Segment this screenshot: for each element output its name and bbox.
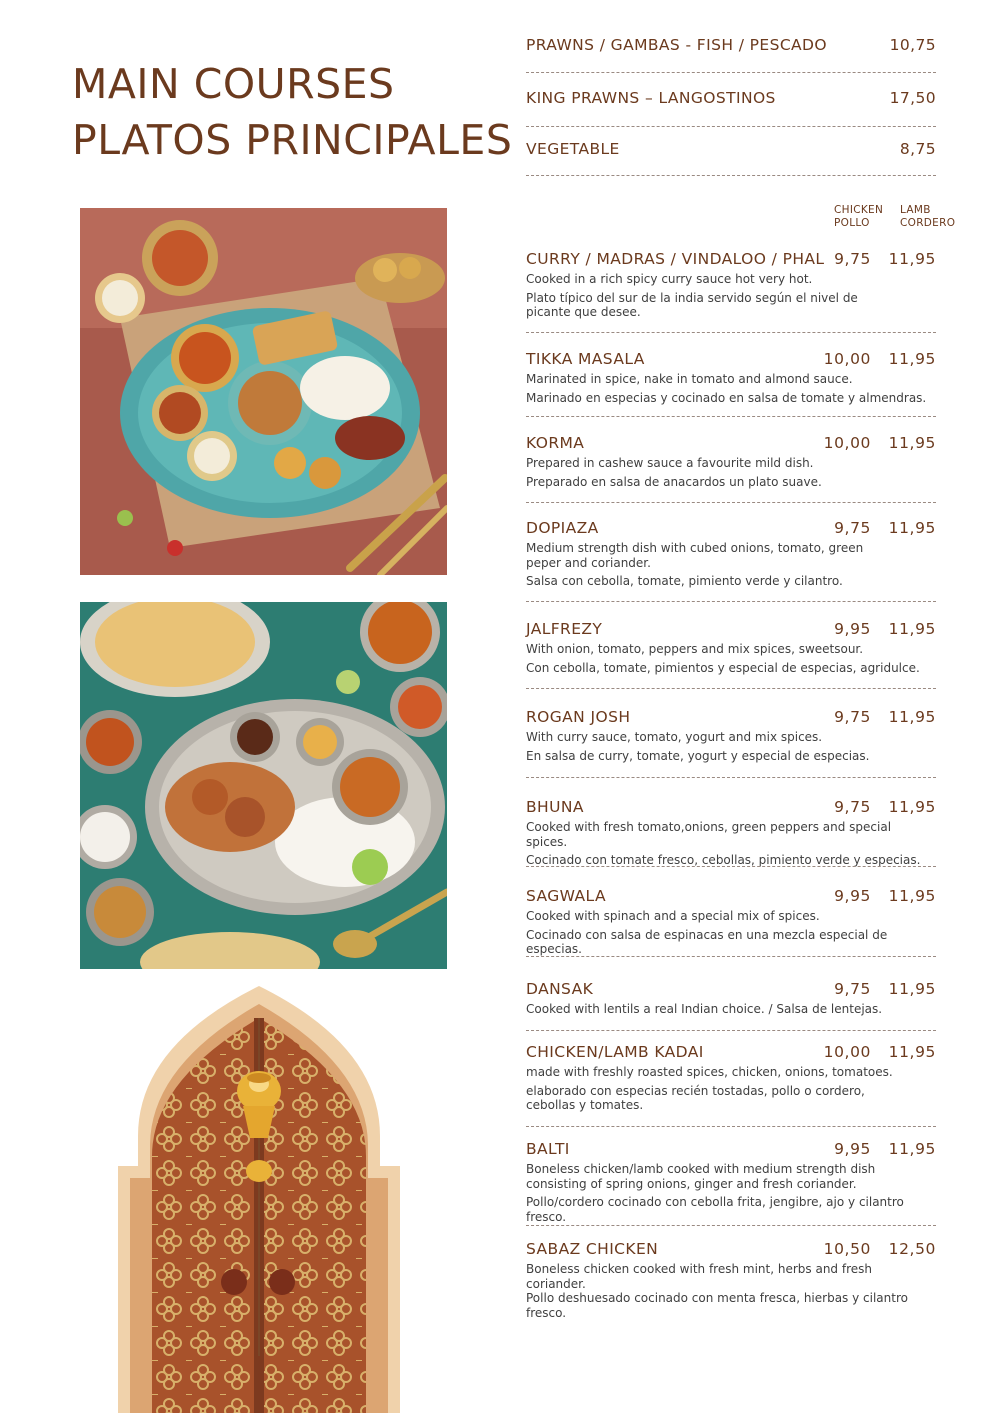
chicken-price: 10,00 [823, 434, 871, 452]
item-name: KORMA [526, 434, 585, 452]
column-header-chicken [834, 204, 883, 230]
item-price: 10,75 [889, 36, 936, 54]
lamb-price: 11,95 [888, 620, 936, 638]
column-header-spanish: CORDERO [900, 217, 956, 229]
chicken-price: 9,95 [834, 620, 871, 638]
dashed-separator [526, 502, 936, 503]
item-description [526, 1002, 931, 1021]
chicken-price: 9,75 [834, 798, 871, 816]
item-name: PRAWNS / GAMBAS - FISH / PESCADO [526, 36, 827, 54]
curry-platter-photo [80, 602, 447, 969]
column-header-english: LAMB [900, 204, 931, 216]
lamb-price: 11,95 [888, 250, 936, 268]
description-english: Prepared in cashew sauce a favourite mild dish. [526, 456, 814, 470]
description-spanish: Preparado en salsa de anacardos un plato suave. [526, 474, 822, 489]
item-name: CHICKEN/LAMB KADAI [526, 1043, 704, 1061]
lamb-price: 11,95 [888, 798, 936, 816]
chicken-price: 9,95 [834, 1140, 871, 1158]
lamb-price: 11,95 [888, 708, 936, 726]
item-description [526, 456, 931, 493]
item-name: CURRY / MADRAS / VINDALOO / PHAL [526, 250, 825, 268]
item-price: 17,50 [889, 89, 936, 107]
item-name: SAGWALA [526, 887, 606, 905]
dashed-separator [526, 866, 936, 867]
description-spanish: Salsa con cebolla, tomate, pimiento verde y cilantro. [526, 574, 843, 588]
dashed-separator [526, 72, 936, 73]
description-english: Boneless chicken cooked with fresh mint, herbs and fresh coriander. [526, 1262, 872, 1291]
dashed-separator [526, 332, 936, 333]
item-name: ROGAN JOSH [526, 708, 631, 726]
item-name: VEGETABLE [526, 140, 620, 158]
title-line-spanish: PLATOS PRINCIPALES [72, 116, 513, 164]
column-header-lamb [900, 204, 955, 230]
description-spanish: Plato típico del sur de la india servido según el nivel de picante que desee. [526, 290, 858, 319]
item-name: BALTI [526, 1140, 570, 1158]
item-name: BHUNA [526, 798, 584, 816]
lamb-price: 11,95 [888, 350, 936, 368]
chicken-price: 9,75 [834, 708, 871, 726]
chicken-price: 9,75 [834, 250, 871, 268]
chicken-price: 9,95 [834, 887, 871, 905]
thali-plate-photo [80, 208, 447, 575]
item-description [526, 372, 931, 409]
item-description [526, 1162, 931, 1228]
description-spanish: Con cebolla, tomate, pimientos y especial de especias, agridulce. [526, 660, 920, 675]
dashed-separator [526, 688, 936, 689]
description-english: Cooked with spinach and a special mix of spices. [526, 909, 820, 923]
lamb-price: 11,95 [888, 519, 936, 537]
page-title [72, 56, 512, 168]
dashed-separator [526, 1030, 936, 1031]
item-name: KING PRAWNS – LANGOSTINOS [526, 89, 776, 107]
description-english: made with freshly roasted spices, chicken, onions, tomatoes. [526, 1065, 893, 1079]
item-description [526, 1262, 931, 1324]
item-description [526, 1065, 931, 1117]
description-spanish: Marinado en especias y cocinado en salsa de tomate y almendras. [526, 390, 927, 405]
chicken-price: 10,00 [823, 1043, 871, 1061]
description-english: Boneless chicken/lamb cooked with medium strength dish consisting of spring onions, ginger and fresh coriander. [526, 1162, 876, 1191]
item-name: DOPIAZA [526, 519, 599, 537]
lamb-price: 12,50 [888, 1240, 936, 1258]
dashed-separator [526, 175, 936, 176]
description-english: With curry sauce, tomato, yogurt and mix spices. [526, 730, 823, 744]
description-english: With onion, tomato, peppers and mix spices, sweetsour. [526, 642, 864, 656]
description-english: Cooked with lentils a real Indian choice. / Salsa de lentejas. [526, 1002, 883, 1016]
menu-item-king-prawns [526, 89, 938, 111]
lamb-price: 11,95 [888, 1140, 936, 1158]
dashed-separator [526, 777, 936, 778]
menu-item-prawns [526, 36, 938, 58]
item-description [526, 642, 931, 679]
description-spanish: elaborado con especias recién tostadas, pollo o cordero, cebollas y tomates. [526, 1083, 865, 1112]
dashed-separator [526, 956, 936, 957]
column-header-english: CHICKEN [834, 204, 884, 216]
ornamental-door-illustration [118, 986, 400, 1413]
chicken-price: 10,50 [823, 1240, 871, 1258]
title-line-english: MAIN COURSES [72, 60, 395, 108]
chicken-price: 9,75 [834, 980, 871, 998]
description-english: Marinated in spice, nake in tomato and almond sauce. [526, 372, 853, 386]
chicken-price: 9,75 [834, 519, 871, 537]
description-english: Cooked with fresh tomato,onions, green peppers and special spices. [526, 820, 892, 849]
lamb-price: 11,95 [888, 434, 936, 452]
item-description [526, 272, 931, 324]
item-description [526, 909, 931, 961]
lamb-price: 11,95 [888, 980, 936, 998]
description-spanish: Pollo/cordero cocinado con cebolla frita, jengibre, ajo y cilantro fresco. [526, 1195, 904, 1224]
item-name: DANSAK [526, 980, 594, 998]
dashed-separator [526, 1225, 936, 1226]
description-english: Cooked in a rich spicy curry sauce hot very hot. [526, 272, 813, 286]
item-price: 8,75 [899, 140, 936, 158]
dashed-separator [526, 416, 936, 417]
description-spanish: Pollo deshuesado cocinado con menta fresca, hierbas y cilantro fresco. [526, 1291, 908, 1320]
item-description [526, 820, 931, 872]
description-spanish: Cocinado con salsa de espinacas en una mezcla especial de especias. [526, 927, 888, 956]
dashed-separator [526, 601, 936, 602]
lamb-price: 11,95 [888, 887, 936, 905]
description-english: Medium strength dish with cubed onions, tomato, green peper and coriander. [526, 541, 864, 570]
dashed-separator [526, 1126, 936, 1127]
item-name: SABAZ CHICKEN [526, 1240, 659, 1258]
column-header-spanish: POLLO [834, 217, 870, 229]
menu-item-vegetable [526, 140, 938, 162]
item-name: TIKKA MASALA [526, 350, 645, 368]
dashed-separator [526, 126, 936, 127]
item-name: JALFREZY [526, 620, 603, 638]
description-spanish: Cocinado con tomate fresco, cebollas, pimiento verde y especias. [526, 853, 921, 867]
description-spanish: En salsa de curry, tomate, yogurt y especial de especias. [526, 748, 870, 763]
chicken-price: 10,00 [823, 350, 871, 368]
lamb-price: 11,95 [888, 1043, 936, 1061]
item-description [526, 541, 931, 593]
item-description [526, 730, 931, 767]
